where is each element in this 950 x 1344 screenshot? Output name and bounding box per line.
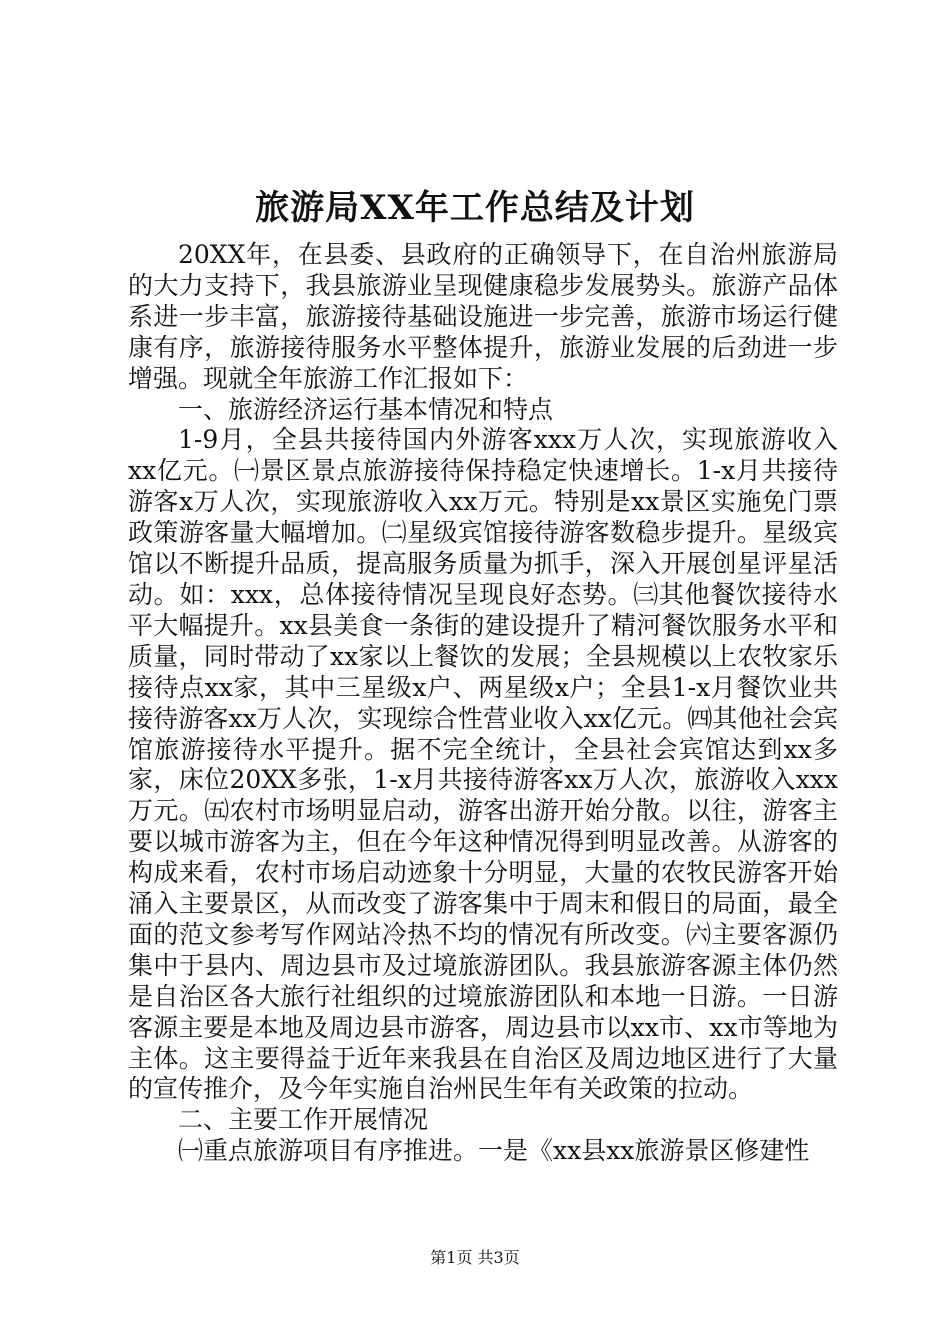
- paragraph-section-1: 1-9月，全县共接待国内外游客xxx万人次，实现旅游收入xx亿元。㈠景区景点旅游接待保持稳定快速增长。1-x月共接待游客x万人次，实现旅游收入xx万元。特别是xx景区实施免门票政策游客量大幅增加。㈡星级宾馆接待游客数稳步提升。星级宾馆以不断提升品质，提高服务质量为抓手，深入开展创星评星活动。如：xxx，总体接待情况呈现良好态势。㈢其他餐饮接待水平大幅提升。xx县美食一条街的建设提升了精河餐饮服务水平和质量，同时带动了xx家以上餐饮的发展；全县规模以上农牧家乐接待点xx家，其中三星级x户、两星级x户；全县1-x月餐饮业共接待游客xx万人次，实现综合性营业收入xx亿元。㈣其他社会宾馆旅游接待水平提升。据不完全统计，全县社会宾馆达到xx多家，床位20XX多张，1-x月共接待游客xx万人次，旅游收入xxx万元。㈤农村市场明显启动，游客出游开始分散。以往，游客主要以城市游客为主，但在今年这种情况得到明显改善。从游客的构成来看，农村市场启动迹象十分明显，大量的农牧民游客开始涌入主要景区，从而改变了游客集中于周末和假日的局面，最全面的范文参考写作网站冷热不均的情况有所改变。㈥主要客源仍集中于县内、周边县市及过境旅游团队。我县旅游客源主体仍然是自治区各大旅行社组织的过境旅游团队和本地一日游。一日游客源主要是本地及周边县市游客，周边县市以xx市、xx市等地为主体。这主要得益于近年来我县在自治区及周边地区进行了大量的宣传推介，及今年实施自治州民生年有关政策的拉动。: [128, 425, 838, 1104]
- document-title: 旅游局XX年工作总结及计划: [255, 188, 695, 228]
- section-heading-2: 二、主要工作开展情况: [178, 1105, 429, 1135]
- paragraph-intro: 20XX年，在县委、县政府的正确领导下，在自治州旅游局的大力支持下，我县旅游业呈现健康稳步发展势头。旅游产品体系进一步丰富，旅游接待基础设施进一步完善，旅游市场运行健康有序，旅游接待服务水平整体提升，旅游业发展的后劲进一步增强。现就全年旅游工作汇报如下：: [128, 240, 838, 393]
- section-heading-1: 一、旅游经济运行基本情况和特点: [178, 394, 554, 424]
- page-number: 第1页 共3页: [430, 1248, 520, 1267]
- paragraph-section-2: ㈠重点旅游项目有序推进。一是《xx县xx旅游景区修建性: [178, 1136, 810, 1166]
- document-body: [128, 240, 838, 1167]
